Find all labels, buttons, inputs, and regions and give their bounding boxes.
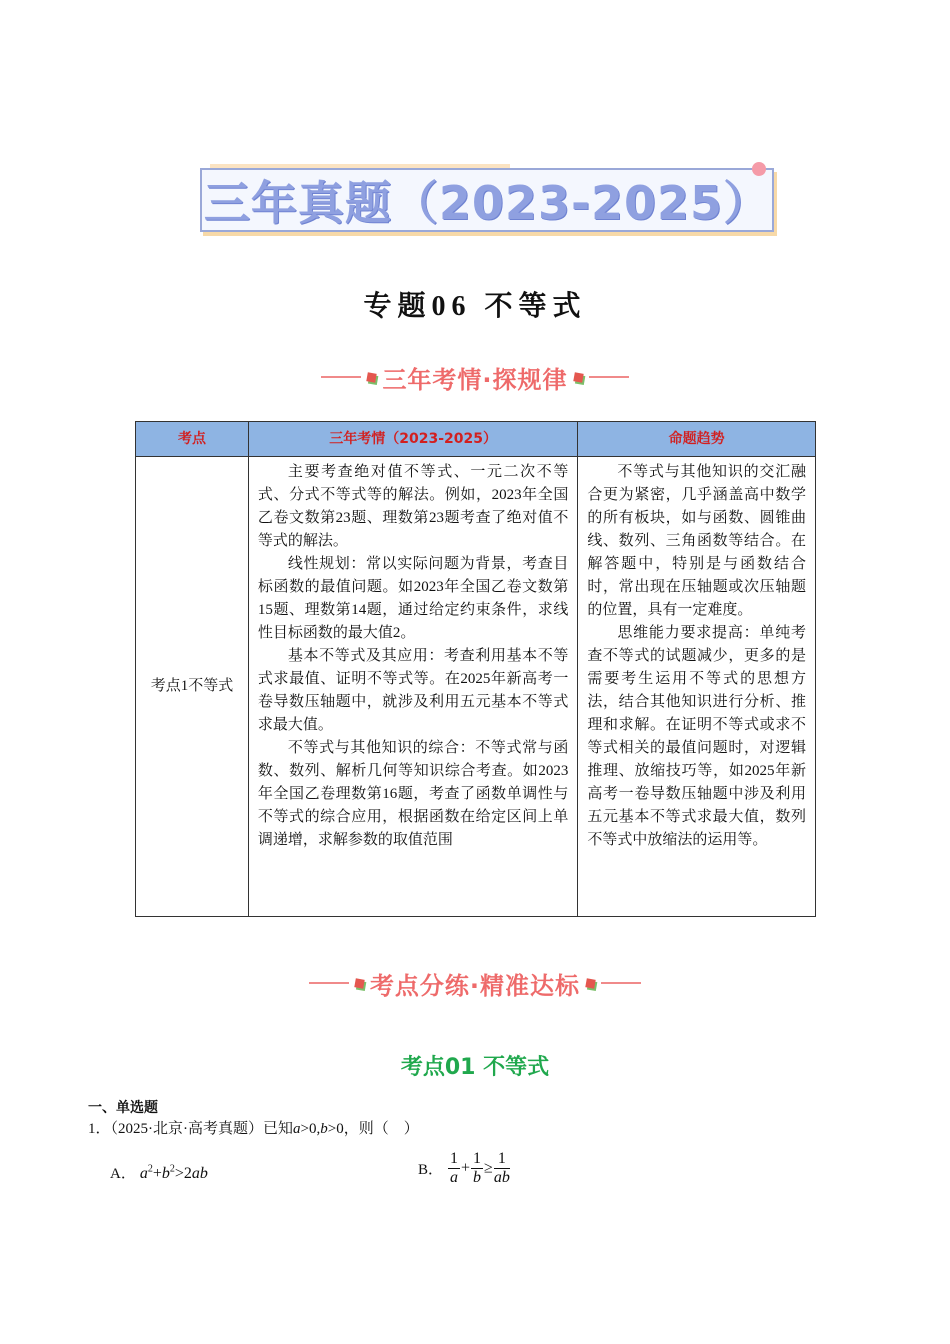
cell-qushi: [578, 457, 816, 917]
header-square-left: [367, 372, 377, 382]
coefficient: 2: [183, 1165, 192, 1182]
header-square-left: [354, 978, 364, 988]
paragraph: 思维能力要求提高：单纯考查不等式的试题减少，更多的是需要考生运用不等式的思想方法，结合其他知识进行分析、推理和求解。在证明不等式或求不等式相关的最值问题时，对逻辑推理、放缩技巧等，如2025年新高考一卷导数压轴题中涉及利用五元基本不等式求最大值，数列不等式中放缩法的运用等。: [587, 625, 806, 848]
denominator: ab: [493, 1169, 510, 1186]
gt-sign: >: [174, 1165, 184, 1182]
header-square-right: [573, 372, 583, 382]
option-b-label: B．: [418, 1162, 444, 1178]
header-qushi: 命题趋势: [578, 422, 816, 457]
option-b[interactable]: [418, 1150, 511, 1187]
plus-sign: +: [461, 1159, 471, 1177]
table-row: [136, 457, 816, 917]
var-b: b: [320, 1121, 328, 1137]
question-source: （2025·北京·高考真题）已知: [110, 1121, 294, 1137]
header-line-left: [321, 376, 361, 378]
numerator: 1: [473, 1150, 482, 1167]
denominator: b: [473, 1169, 482, 1186]
table-header-row: [136, 422, 816, 457]
banner-title: 三年真题（2023-2025）: [203, 176, 771, 230]
fraction: [448, 1150, 460, 1187]
gt-sign: >: [327, 1121, 337, 1137]
cell-kaodian: 考点1不等式: [136, 457, 249, 917]
header-line-right: [589, 376, 629, 378]
denominator: a: [450, 1169, 459, 1186]
option-a-label: A．: [110, 1166, 136, 1182]
banner-dot: [752, 162, 766, 176]
var-ab: ab: [191, 1165, 208, 1182]
fraction: [471, 1150, 483, 1187]
zero: 0: [308, 1121, 317, 1137]
paragraph: 基本不等式及其应用：考查利用基本不等式求最值、证明不等式等。在2025年新高考一卷导数压轴题中，就涉及利用五元基本不等式求最大值。: [257, 648, 569, 733]
header-kaodian: 考点: [136, 422, 249, 457]
header-line-right: [601, 982, 641, 984]
question-1: [88, 1117, 419, 1138]
paragraph: 线性规划：常以实际问题为背景，考查目标函数的最值问题。如2023年全国乙卷文数第15题、理数第14题，通过给定约束条件，求线性目标函数的最大值2。: [257, 556, 569, 641]
numerator: 1: [450, 1150, 459, 1167]
numerator: 1: [494, 1150, 510, 1169]
fraction: [494, 1150, 510, 1187]
comma: ,: [316, 1121, 321, 1137]
ge-sign: ≥: [484, 1159, 493, 1177]
header-qingkuang: 三年考情（2023-2025）: [248, 422, 577, 457]
paragraph: 不等式与其他知识的交汇融合更为紧密，几乎涵盖高中数学的所有板块，如与函数、圆锥曲线、数列、三角函数等结合。在解答题中，特别是与函数结合时，常出现在压轴题或次压轴题的位置，具有一定难度。: [587, 464, 806, 618]
var-a: a: [293, 1121, 301, 1137]
title-banner: [200, 168, 774, 232]
section-title-practice: 考点分练·精准达标: [369, 971, 581, 1000]
overview-table: [135, 421, 816, 917]
var-a: a: [139, 1165, 148, 1182]
paragraph: 主要考查绝对值不等式、一元二次不等式、分式不等式等的解法。例如，2023年全国乙卷文数第23题、理数第23题考查了绝对值不等式的解法。: [257, 464, 569, 549]
header-line-left: [309, 982, 349, 984]
plus-sign: +: [152, 1165, 162, 1182]
option-a[interactable]: [110, 1162, 208, 1183]
section-title-overview: 三年考情·探规律: [382, 365, 568, 394]
section-header-practice: [0, 963, 950, 1003]
exponent: 2: [169, 1163, 175, 1175]
section-label: 一、单选题: [88, 1100, 158, 1116]
header-square-right: [585, 978, 595, 988]
kaodian-title: 考点01 不等式: [400, 1055, 550, 1080]
gt-sign: >: [300, 1121, 309, 1137]
topic-title: 专题06 不等式: [363, 291, 587, 322]
paragraph: 不等式与其他知识的综合：不等式常与函数、数列、解析几何等知识综合考查。如2023年全国乙卷理数第16题，考查了函数单调性与不等式的综合应用，根据函数在给定区间上单调递增，求解参数的取值范围: [257, 740, 569, 848]
question-tail: ，则（ ）: [343, 1121, 419, 1137]
exponent: 2: [147, 1163, 153, 1175]
section-header-overview: [0, 357, 950, 397]
var-b: b: [161, 1165, 170, 1182]
question-number: 1．: [88, 1121, 111, 1137]
cell-qingkuang: [248, 457, 577, 917]
zero: 0: [336, 1121, 344, 1137]
